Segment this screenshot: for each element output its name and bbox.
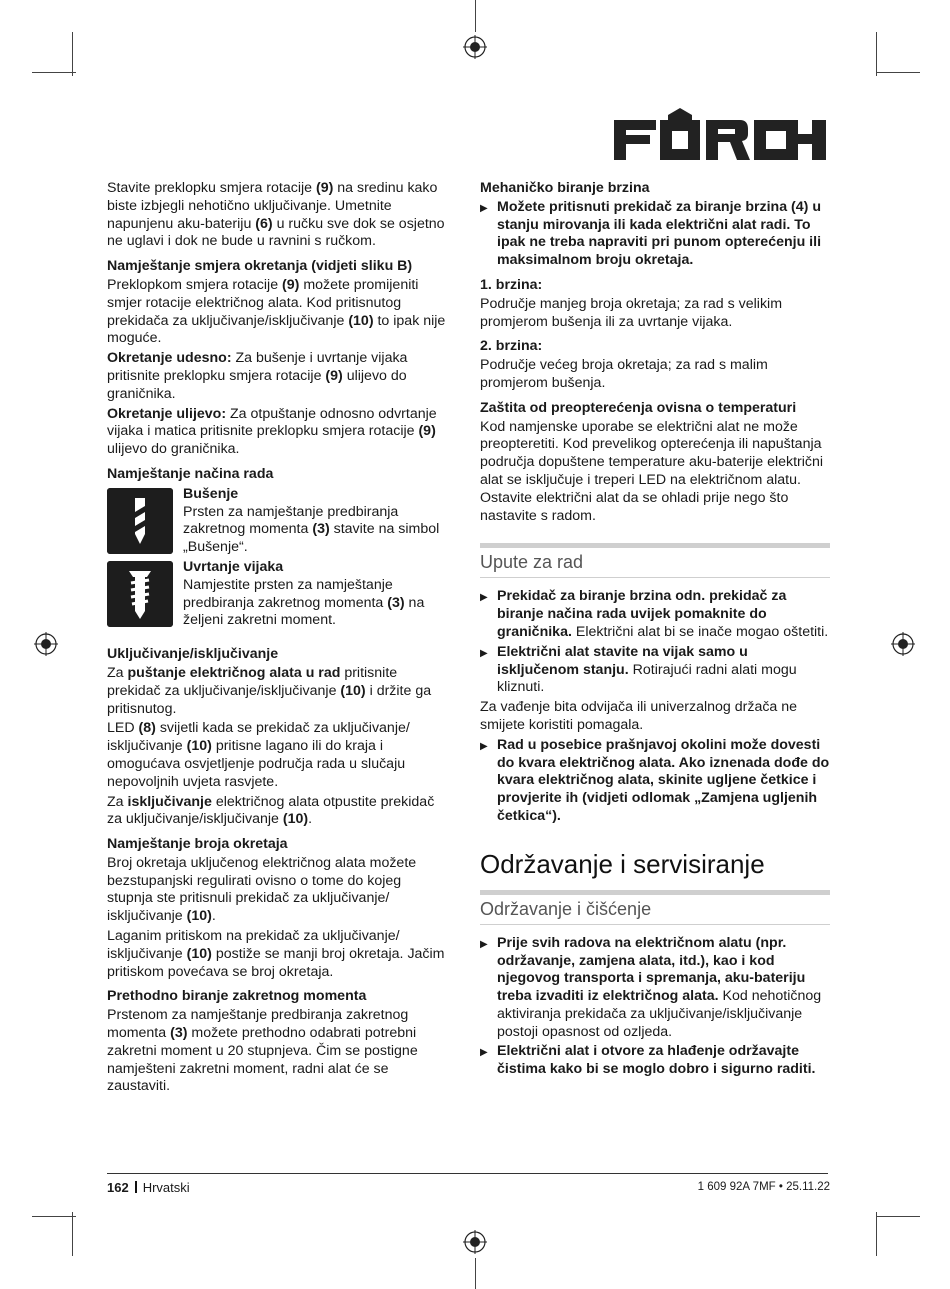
clean-bullet-2: ▶ Električni alat i otvore za hlađenje održavajte čistima kako bi se moglo dobro i sigurno raditi.: [480, 1043, 830, 1079]
crop-mark: [72, 1212, 73, 1256]
speed-paragraph-1: Broj okretaja uključenog električnog alata možete bezstupanjski regulirati ovisno o tome do kojeg stupnja ste pritisnuli prekidač za uključivanje/ isključivanje (10).: [107, 854, 417, 925]
temp-text: Kod namjenske uporabe se električni alat ne može preopteretiti. Kod prevelikog opterećenja ili napuštanja područja dopuštene temperature aku-baterije električni alat se isključuje i treperi LED na električnom alatu. Ostavite električni alat da se ohladi prije nego što nastavite s radom.: [480, 418, 824, 524]
crop-mark: [876, 72, 920, 73]
footer-separator: [135, 1181, 137, 1193]
mode-heading: Namještanje načina rada: [107, 465, 274, 482]
footer-rule: [107, 1173, 828, 1174]
registration-mark-icon: [463, 1230, 487, 1254]
drill-title: Bušenje: [183, 485, 239, 502]
rotation-paragraph: Preklopkom smjera rotacije (9) možete promijeniti smjer rotacije električnog alata. Kod pritisnutog prekidača za uključivanje/isključivanje (10) to ipak nije moguće.: [107, 276, 446, 347]
footer-left: [107, 1180, 190, 1195]
drill-text: Prsten za namještanje predbiranja zakretnog momenta (3) stavite na simbol „Bušenje“.: [183, 503, 440, 556]
crop-mark: [876, 32, 877, 76]
torque-paragraph: Prstenom za namještanje predbiranja zakretnog momenta (3) možete prethodno odabrati potrebni zakretni moment u 20 stupnjeva. Čim se postigne namješteni zakretni moment, radni alat će se zaustaviti.: [107, 1007, 418, 1095]
drill-bit-icon: [107, 488, 173, 554]
intro-paragraph: Stavite preklopku smjera rotacije (9) na sredinu kako biste izbjegli nehotično uključivanje. Umetnite napunjenu aku-bateriju (6) u ručku sve dok se osjetno ne uglavi i dok ne bude u ravnini s ručkom.: [107, 180, 445, 250]
screw-icon: [107, 561, 173, 627]
rotation-left-paragraph: Okretanje ulijevo: Za otpuštanje odnosno odvrtanje vijaka i matica pritisnite preklopku smjera rotacije (9) ulijevo do graničnika.: [107, 405, 437, 458]
speed-paragraph-2: Laganim pritiskom na prekidač za uključivanje/ isključivanje (10) postiže se manji broj okretaja. Jačim pritiskom povećava se broj okretaja.: [107, 928, 445, 980]
torque-heading: Prethodno biranje zakretnog momenta: [107, 988, 367, 1005]
crop-mark: [32, 72, 76, 73]
registration-mark-icon: [891, 632, 915, 656]
onoff-heading: Uključivanje/isključivanje: [107, 646, 279, 663]
screw-title: Uvrtanje vijaka: [183, 558, 284, 575]
clean-section-title: Održavanje i čišćenje: [480, 890, 830, 925]
work-bullet-3: ▶ Rad u posebice prašnjavoj okolini može dovesti do kvara električnog alata. Ako iznenada dođe do kvara električnog alata, skinite ugljene četkice i provjerite ih (vidjeti odlomak „Zamjena ugljenih četkica“).: [480, 737, 830, 826]
rotation-right-paragraph: Okretanje udesno: Za bušenje i uvrtanje vijaka pritisnite preklopku smjera rotacije (9) ulijevo do graničnika.: [107, 350, 408, 402]
footer-code: 1 609 92A 7MF • 25.11.22: [697, 1181, 830, 1193]
speed-heading: Namještanje broja okretaja: [107, 836, 288, 853]
mode-drilling: [107, 486, 447, 557]
crop-mark: [475, 0, 476, 32]
gear1-heading: 1. brzina:: [480, 276, 543, 293]
screw-text: Namjestite prsten za namještanje predbiranja zakretnog momenta (3) na željeni zakretni moment.: [183, 576, 425, 629]
work-section-title: Upute za rad: [480, 543, 830, 578]
crop-mark: [475, 1258, 476, 1289]
crop-mark: [876, 1212, 877, 1256]
gear2-text: Područje većeg broja okretaja; za rad s malim promjerom bušenja.: [480, 357, 768, 391]
onoff-paragraph-1: Za puštanje električnog alata u rad pritisnite prekidač za uključivanje/isključivanje (10) i držite ga pritisnutog.: [107, 664, 432, 717]
mech-heading: Mehaničko biranje brzina: [480, 180, 650, 196]
footer-language: Hrvatski: [142, 1180, 190, 1195]
right-column: [480, 180, 830, 1081]
work-plain: Za vađenje bita odvijača ili univerzalnog držača ne smijete koristiti pomagala.: [480, 699, 798, 733]
crop-mark: [32, 1216, 76, 1217]
page-number: 162: [107, 1180, 129, 1195]
gear1-text: Područje manjeg broja okretaja; za rad s velikim promjerom bušenja ili za uvrtanje vijaka.: [480, 295, 783, 330]
clean-bullet-1: ▶ Prije svih radova na električnom alatu (npr. održavanje, zamjena alata, itd.), kao i kod njegovog transporta i spremanja, aku-bateriju treba izvaditi iz električnog alata. Kod nehotičnog aktiviranja prekidača za uključivanje/isključivanje postoji opasnost od ozljeda.: [480, 935, 830, 1042]
registration-mark-icon: [463, 35, 487, 59]
onoff-paragraph-3: Za isključivanje električnog alata otpustite prekidač za uključivanje/isključivanje (10).: [107, 793, 435, 828]
gear2-heading: 2. brzina:: [480, 338, 543, 355]
crop-mark: [72, 32, 73, 76]
rotation-heading: Namještanje smjera okretanja (vidjeti sliku B): [107, 258, 413, 275]
temp-heading: Zaštita od preopterećenja ovisna o temperaturi: [480, 399, 797, 416]
mech-bullet: ▶ Možete pritisnuti prekidač za biranje brzina (4) u stanju mirovanja ili kada električni alat radi. To ipak ne treba napraviti pri punom opterećenju ili maksimalnom broju okretaja.: [480, 199, 830, 270]
work-bullet-1: ▶ Prekidač za biranje brzina odn. prekidač za biranje načina rada uvijek pomaknite do graničnika. Električni alat bi se inače mogao oštetiti.: [480, 588, 830, 641]
left-column: [107, 180, 447, 1098]
crop-mark: [876, 1216, 920, 1217]
onoff-paragraph-2: LED (8) svijetli kada se prekidač za uključivanje/ isključivanje (10) pritisne lagano ili do kraja i omogućava osvjetljenje područja rada u slučaju nepovoljnih uvjeta rasvjete.: [107, 720, 410, 790]
registration-mark-icon: [34, 632, 58, 656]
work-bullet-2: ▶ Električni alat stavite na vijak samo u isključenom stanju. Rotirajući radni alati mogu kliznuti.: [480, 644, 830, 697]
mode-screwdriving: [107, 559, 447, 630]
main-heading: Održavanje i servisiranje: [480, 848, 765, 879]
forch-logo: [612, 104, 828, 162]
